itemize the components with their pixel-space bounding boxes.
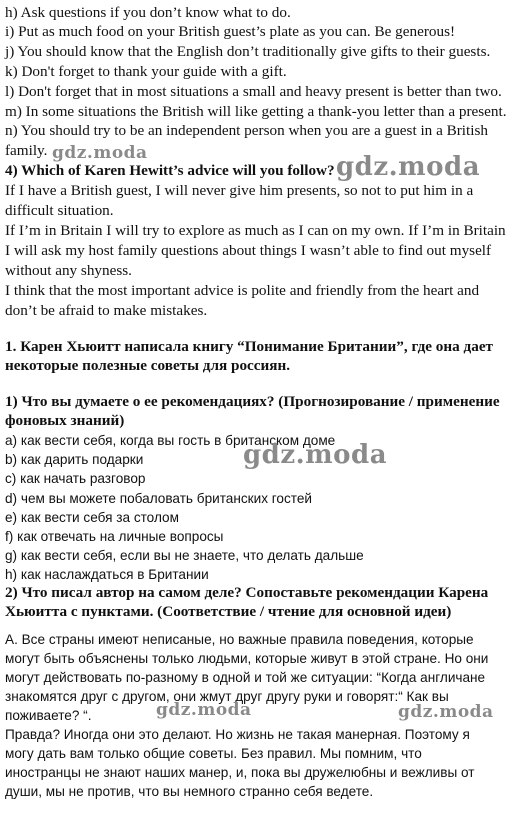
answer-line: don’t be afraid to make mistakes. (5, 302, 208, 319)
answer-line: without any shyness. (5, 262, 132, 279)
answer-line: I think that the most important advice is polite and friendly from the heart and (5, 282, 480, 299)
item-k: k) Don't forget to thank your guide with a gift. (5, 63, 287, 80)
paragraph-line: знакомятся друг с другом, они жмут друг другу руки и говорят:“ Как вы (5, 689, 449, 704)
watermark: gdz.moda (336, 152, 481, 182)
paragraph-line: души, мы не против, что вы немного странно себя ведете. (5, 784, 374, 799)
item-m: m) In some situations the British will like getting a thank-you letter than a present. (5, 103, 507, 120)
list-item: a) как вести себя, когда вы гость в британском доме (5, 433, 336, 448)
question-2-heading: 2) Что писал автор на самом деле? Сопоставьте рекомендации Карена (5, 584, 489, 601)
item-j: j) You should know that the English don’t traditionally give gifts to their guests. (5, 43, 491, 60)
question-2-heading-cont: Хьюитта с пунктами. (Соответствие / чтение для основной идеи) (5, 603, 452, 620)
answer-line: difficult situation. (5, 202, 114, 219)
paragraph-line: поживаете? “. (5, 708, 92, 723)
item-i: i) Put as much food on your British guest’s plate as you can. Be generous! (5, 23, 456, 40)
list-item: d) чем вы можете побаловать британских гостей (5, 491, 313, 506)
paragraph-line: могут быть объяснены только людьми, которые живут в этой стране. Но они (5, 651, 489, 666)
item-n: n) You should try to be an independent person when you are a guest in a British (5, 122, 488, 139)
paragraph-line: Правда? Иногда они это делают. Но жизнь не такая манерная. Поэтому я (5, 727, 470, 742)
paragraph-line: могут действовать по-разному в одной и той же ситуации: “Когда англичане (5, 670, 486, 685)
item-h: h) Ask questions if you don’t know what to do. (5, 4, 291, 21)
watermark: gdz.moda (398, 702, 494, 722)
list-item: g) как вести себя, если вы не знаете, что делать дальше (5, 548, 364, 563)
list-item: b) как дарить подарки (5, 452, 144, 467)
question-1-heading: 1) Что вы думаете о ее рекомендациях? (Прогнозирование / применение (5, 393, 500, 410)
list-item: c) как начать разговор (5, 471, 146, 486)
answer-line: If I have a British guest, I will never give him presents, so not to put him in a (5, 182, 474, 199)
paragraph-line: иностранцы не знают наших манер, и, пока вы дружелюбны и вежливы от (5, 765, 475, 780)
paragraph-line: А. Все страны имеют неписаные, но важные правила поведения, которые (5, 632, 474, 647)
task-1-heading: 1. Карен Хьюитт написала книгу “Понимание Британии”, где она дает (5, 338, 494, 355)
list-item: h) как наслаждаться в Британии (5, 567, 209, 582)
question-4: 4) Which of Karen Hewitt’s advice will you follow? (5, 162, 335, 179)
list-item: f) как отвечать на личные вопросы (5, 529, 224, 544)
question-1-heading-cont: фоновых знаний) (5, 412, 125, 429)
list-item: e) как вести себя за столом (5, 510, 179, 525)
item-l: l) Don't forget that in most situations a small and heavy present is better than two. (5, 83, 502, 100)
watermark: gdz.moda (52, 143, 148, 163)
answer-line: If I’m in Britain I will try to explore as much as I can on my own. If I’m in Britain (5, 222, 506, 239)
item-n-cont: family. (5, 142, 48, 159)
answer-line: I will ask my host family questions about things I wasn’t able to find out myself (5, 242, 492, 259)
watermark: gdz.moda (156, 700, 252, 720)
task-1-heading-cont: некоторые полезные советы для россиян. (5, 357, 291, 374)
watermark: gdz.moda (243, 440, 388, 470)
paragraph-line: могу дать вам только общие советы. Без правил. Мы помним, что (5, 746, 422, 761)
